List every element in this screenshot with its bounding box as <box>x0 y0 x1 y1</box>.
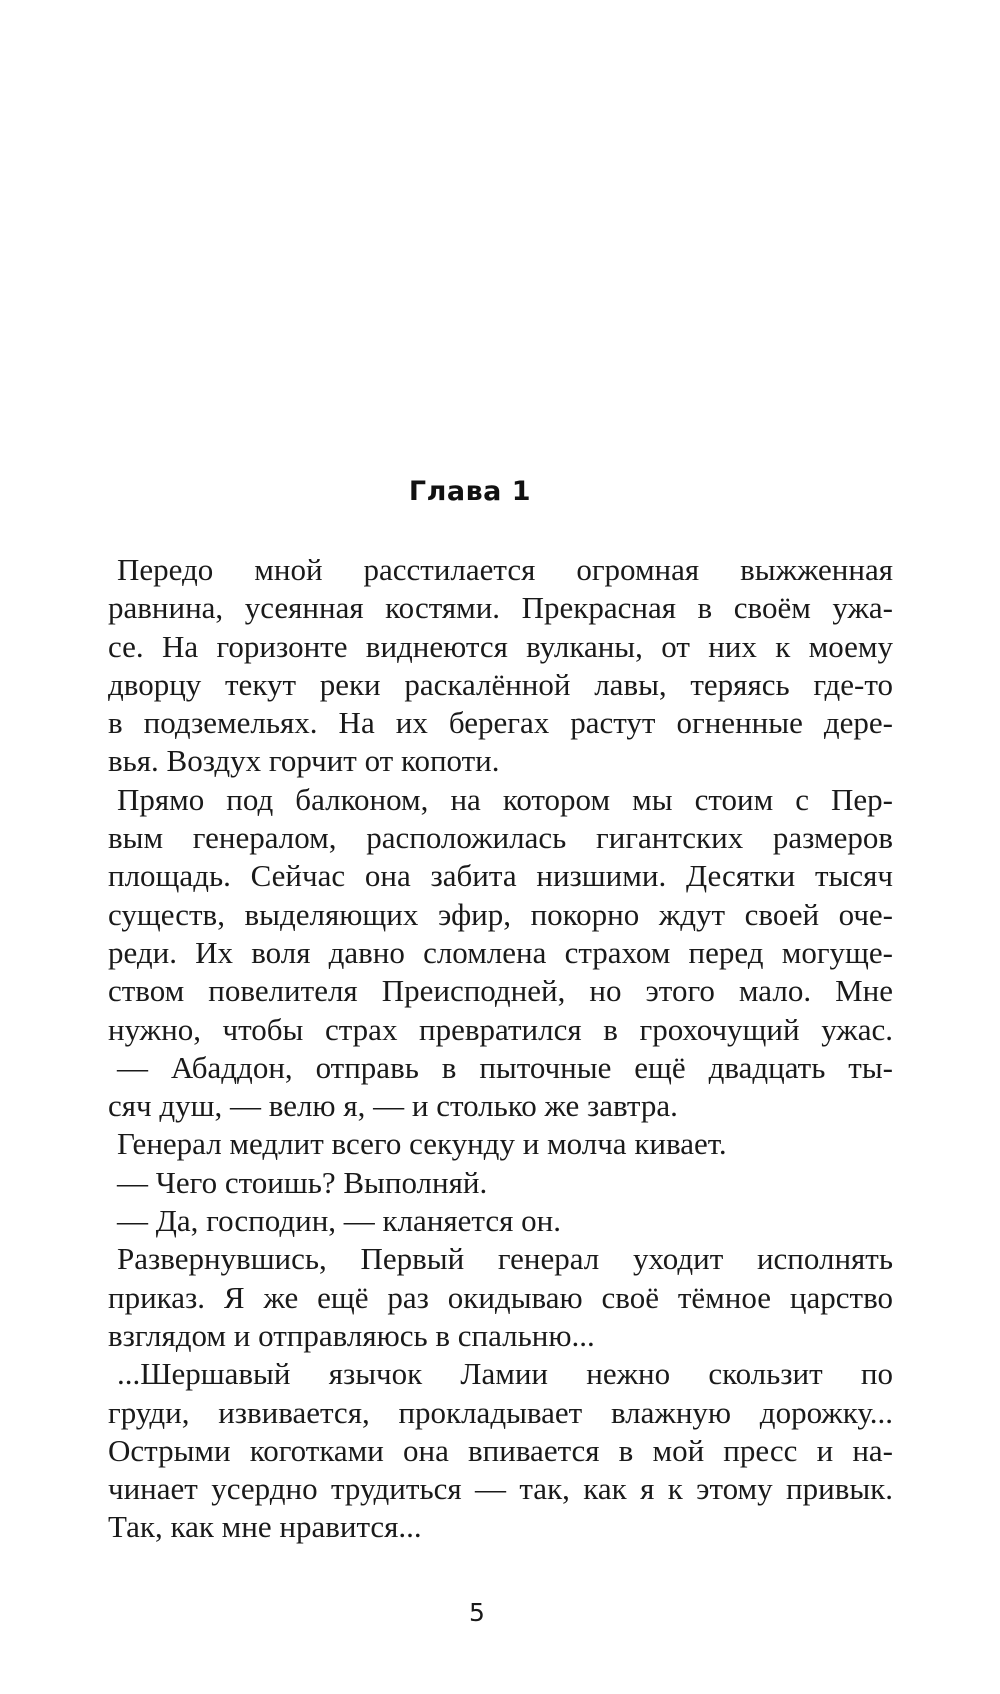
text-line: сяч душ, — велю я, — и столько же завтра. <box>108 1088 678 1124</box>
text-line: дворцу текут реки раскалённой лавы, теряясь где-то <box>108 666 893 702</box>
chapter-body <box>108 551 893 1547</box>
chapter-title: Глава 1 <box>408 476 532 507</box>
text-line: вым генералом, расположилась гигантских размеров <box>108 820 893 856</box>
text-line: существ, выделяющих эфир, покорно ждут своей оче- <box>108 896 893 932</box>
text-line: взглядом и отправляюсь в спальню... <box>108 1317 595 1353</box>
text-line: Так, как мне нравится... <box>108 1509 422 1545</box>
text-line: — Чего стоишь? Выполняй. <box>117 1164 488 1200</box>
text-line: — Абаддон, отправь в пыточные ещё двадцать ты- <box>117 1049 893 1085</box>
text-line: нужно, чтобы страх превратился в грохочущий ужас. <box>108 1011 893 1047</box>
text-line: груди, извивается, прокладывает влажную дорожку... <box>108 1394 893 1430</box>
text-line: — Да, господин, — кланяется он. <box>117 1203 561 1239</box>
text-line: ...Шершавый язычок Ламии нежно скользит по <box>117 1356 893 1392</box>
text-line: реди. Их воля давно сломлена страхом перед могуще- <box>108 934 893 970</box>
text-line: Передо мной расстилается огромная выжженная <box>117 552 893 587</box>
text-line: Развернувшись, Первый генерал уходит исполнять <box>117 1241 893 1277</box>
text-line: Прямо под балконом, на котором мы стоим с Пер- <box>117 781 893 817</box>
text-line: чинает усердно трудиться — так, как я к этому привык. <box>108 1471 893 1507</box>
text-line: приказ. Я же ещё раз окидываю своё тёмное царство <box>108 1279 893 1315</box>
text-line: Острыми коготками она впивается в мой пресс и на- <box>108 1432 893 1468</box>
text-line: ством повелителя Преисподней, но этого мало. Мне <box>108 973 893 1009</box>
text-line: в подземельях. На их берегах растут огненные дере- <box>108 705 893 741</box>
page-number: 5 <box>469 1598 485 1627</box>
text-line: равнина, усеянная костями. Прекрасная в своём ужа- <box>108 590 893 626</box>
text-line: площадь. Сейчас она забита низшими. Десятки тысяч <box>108 858 893 894</box>
text-line: вья. Воздух горчит от копоти. <box>108 743 500 779</box>
text-line: се. На горизонте виднеются вулканы, от них к моему <box>108 628 893 664</box>
text-line: Генерал медлит всего секунду и молча кивает. <box>117 1126 727 1162</box>
